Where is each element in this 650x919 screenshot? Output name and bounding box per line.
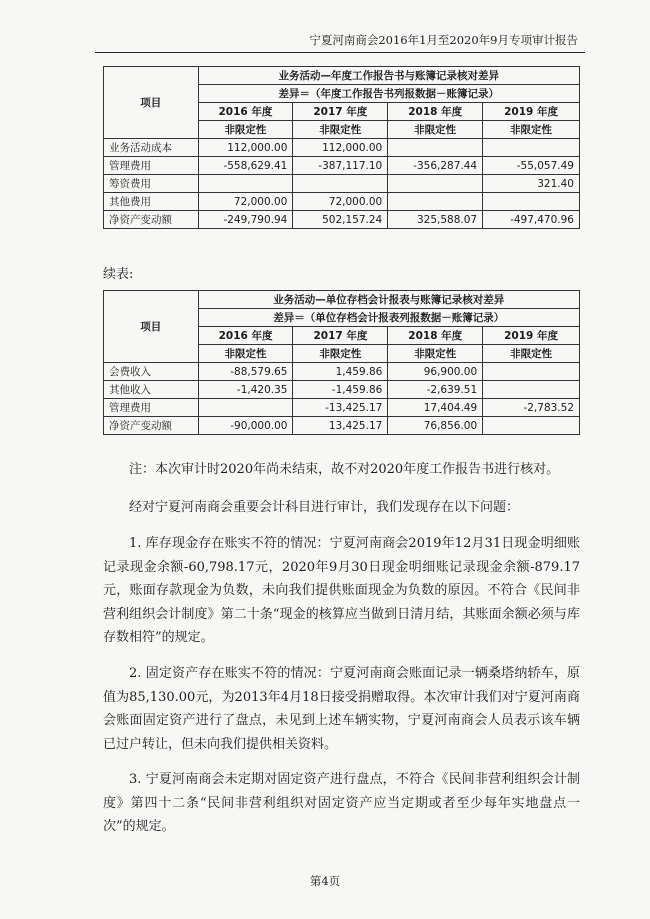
table-row bbox=[104, 193, 580, 211]
page-header: 宁夏河南商会2016年1月至2020年9月专项审计报告 bbox=[309, 33, 578, 47]
cell-value: -249,790.94 bbox=[198, 211, 293, 229]
cell-value: 13,425.17 bbox=[293, 417, 388, 435]
cell-value bbox=[483, 193, 580, 211]
cell-value: -13,425.17 bbox=[293, 399, 388, 417]
annual-report-diff-table bbox=[103, 66, 580, 229]
restriction-header: 非限定性 bbox=[388, 121, 483, 139]
cell-value bbox=[198, 175, 293, 193]
cell-value bbox=[293, 175, 388, 193]
row-label: 会费收入 bbox=[104, 363, 199, 381]
row-label: 管理费用 bbox=[104, 399, 199, 417]
cell-value: -55,057.49 bbox=[483, 157, 580, 175]
restriction-header: 非限定性 bbox=[198, 121, 293, 139]
cell-value bbox=[388, 139, 483, 157]
table-title: 业务活动—单位存档会计报表与账簿记录核对差异 bbox=[198, 291, 579, 309]
restriction-header: 非限定性 bbox=[198, 345, 293, 363]
audit-note: 注：本次审计时2020年尚未结束，故不对2020年度工作报告书进行核对。 bbox=[129, 462, 560, 477]
row-label: 业务活动成本 bbox=[104, 139, 199, 157]
restriction-header: 非限定性 bbox=[293, 121, 388, 139]
cell-value: 72,000.00 bbox=[293, 193, 388, 211]
year-header: 2016 年度 bbox=[198, 103, 293, 121]
cell-value bbox=[483, 139, 580, 157]
cell-value: -2,783.52 bbox=[483, 399, 580, 417]
issue-paragraph: 1. 库存现金存在账实不符的情况：宁夏河南商会2019年12月31日现金明细账记录现金余额-60,798.17元，2020年9月30日现金明细账记录现金余额-879.17元，账面存款现金为负数，未向我们提供账面现金为负数的原因。不符合《民间非营利组织会计制度》第二十条“现金的核算应当做到日清月结，其账面余额必须与库存数相符”的规定。 bbox=[103, 536, 580, 645]
restriction-header: 非限定性 bbox=[483, 121, 580, 139]
year-header: 2018 年度 bbox=[388, 327, 483, 345]
issue-paragraph: 2. 固定资产存在账实不符的情况：宁夏河南商会账面记录一辆桑塔纳轿车，原值为85,130.00元，为2013年4月18日接受捐赠取得。本次审计我们对宁夏河南商会账面固定资产进行了盘点，未见到上述车辆实物，宁夏河南商会人员表示该车辆已过户转让，但未向我们提供相关资料。 bbox=[103, 666, 580, 752]
issue-paragraph: 3. 宁夏河南商会未定期对固定资产进行盘点，不符合《民间非营利组织会计制度》第四十二条“民间非营利组织对固定资产应当定期或者至少每年实地盘点一次”的规定。 bbox=[103, 772, 580, 834]
cell-value: 325,588.07 bbox=[388, 211, 483, 229]
restriction-header: 非限定性 bbox=[388, 345, 483, 363]
table-row bbox=[104, 417, 580, 435]
year-header: 2019 年度 bbox=[483, 327, 580, 345]
continued-label: 续表: bbox=[103, 267, 134, 282]
cell-value: -558,629.41 bbox=[198, 157, 293, 175]
year-header: 2017 年度 bbox=[293, 327, 388, 345]
cell-value: 1,459.86 bbox=[293, 363, 388, 381]
header-rule bbox=[95, 52, 585, 53]
cell-value: -356,287.44 bbox=[388, 157, 483, 175]
table-subtitle: 差异＝（年度工作报告书列报数据－账簿记录） bbox=[198, 85, 579, 103]
cell-value: 502,157.24 bbox=[293, 211, 388, 229]
cell-value: 96,900.00 bbox=[388, 363, 483, 381]
cell-value: 112,000.00 bbox=[198, 139, 293, 157]
table-row bbox=[104, 211, 580, 229]
table-row bbox=[104, 175, 580, 193]
row-label: 筹资费用 bbox=[104, 175, 199, 193]
cell-value: 17,404.49 bbox=[388, 399, 483, 417]
row-label: 其他费用 bbox=[104, 193, 199, 211]
cell-value: 76,856.00 bbox=[388, 417, 483, 435]
row-label: 管理费用 bbox=[104, 157, 199, 175]
cell-value: 112,000.00 bbox=[293, 139, 388, 157]
cell-value: 321.40 bbox=[483, 175, 580, 193]
page-number: 第4页 bbox=[309, 874, 341, 888]
row-label: 净资产变动额 bbox=[104, 417, 199, 435]
cell-value: -497,470.96 bbox=[483, 211, 580, 229]
restriction-header: 非限定性 bbox=[293, 345, 388, 363]
cell-value bbox=[483, 417, 580, 435]
cell-value: 72,000.00 bbox=[198, 193, 293, 211]
year-header: 2018 年度 bbox=[388, 103, 483, 121]
cell-value bbox=[198, 399, 293, 417]
year-header: 2019 年度 bbox=[483, 103, 580, 121]
row-label: 净资产变动额 bbox=[104, 211, 199, 229]
table-row bbox=[104, 363, 580, 381]
cell-value bbox=[483, 381, 580, 399]
item-header: 项目 bbox=[104, 291, 199, 363]
cell-value bbox=[483, 363, 580, 381]
cell-value: -88,579.65 bbox=[198, 363, 293, 381]
cell-value: -90,000.00 bbox=[198, 417, 293, 435]
cell-value bbox=[388, 193, 483, 211]
table-subtitle: 差异＝（单位存档会计报表列报数据－账簿记录） bbox=[198, 309, 579, 327]
table-row bbox=[104, 381, 580, 399]
year-header: 2017 年度 bbox=[293, 103, 388, 121]
row-label: 其他收入 bbox=[104, 381, 199, 399]
restriction-header: 非限定性 bbox=[483, 345, 580, 363]
year-header: 2016 年度 bbox=[198, 327, 293, 345]
item-header: 项目 bbox=[104, 67, 199, 139]
table-row bbox=[104, 157, 580, 175]
table-row bbox=[104, 399, 580, 417]
cell-value: -387,117.10 bbox=[293, 157, 388, 175]
cell-value: -1,420.35 bbox=[198, 381, 293, 399]
cell-value bbox=[388, 175, 483, 193]
cell-value: -2,639.51 bbox=[388, 381, 483, 399]
table-row bbox=[104, 139, 580, 157]
intro-paragraph: 经对宁夏河南商会重要会计科目进行审计，我们发现存在以下问题： bbox=[129, 500, 520, 515]
cell-value: -1,459.86 bbox=[293, 381, 388, 399]
archived-report-diff-table bbox=[103, 290, 580, 435]
table-title: 业务活动—年度工作报告书与账簿记录核对差异 bbox=[198, 67, 579, 85]
